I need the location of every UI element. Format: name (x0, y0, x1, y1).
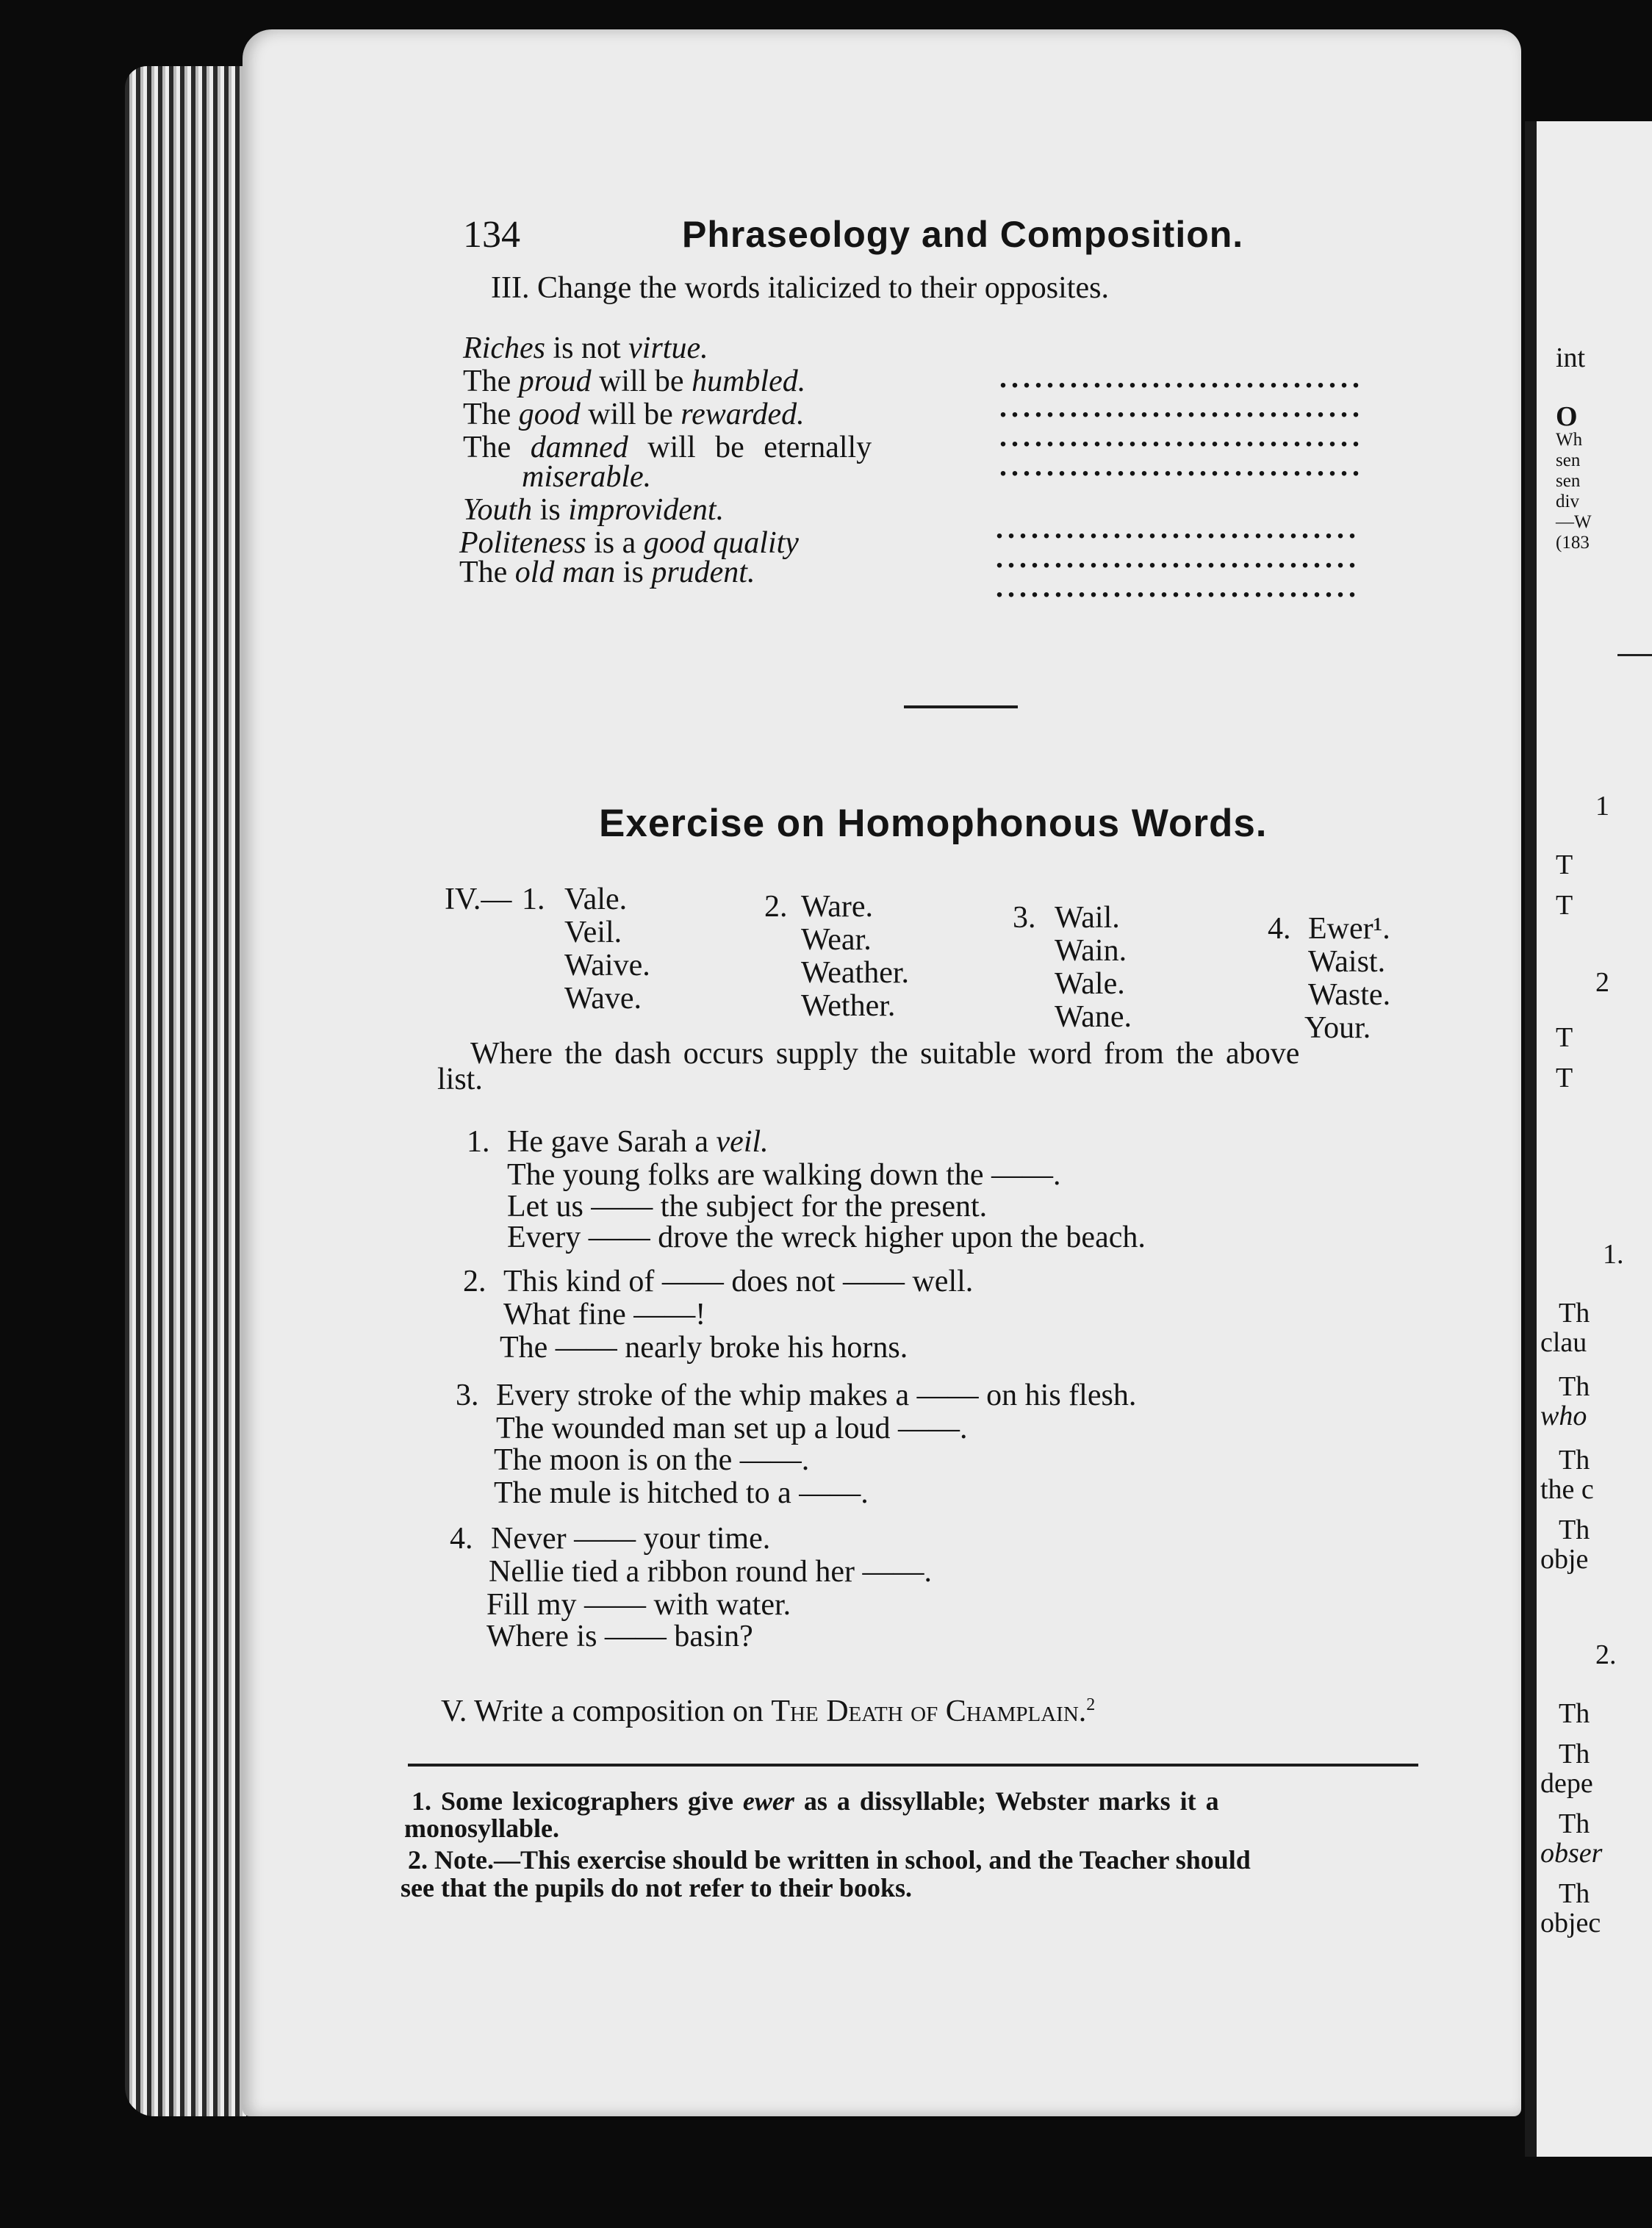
item-number: 4. (450, 1522, 473, 1556)
exercise-instruction-cont: list. (437, 1063, 483, 1096)
next-page-fragment: obje (1540, 1544, 1589, 1575)
next-page-fragment: Th (1559, 1698, 1590, 1729)
next-page-fragment: 2. (1595, 1639, 1617, 1670)
running-head: Phraseology and Composition. (682, 214, 1244, 255)
sentence-line: The old man is prudent. (459, 556, 755, 589)
next-page-fragment: —W (1556, 512, 1592, 532)
exercise-sentence: Nellie tied a ribbon round her ——. (489, 1555, 933, 1589)
group-number: 4. (1268, 912, 1291, 946)
sentence-line: miserable. (522, 460, 652, 494)
exercise-instruction: Where the dash occurs supply the suitable word from the above (470, 1037, 1300, 1071)
section-5-instruction (441, 1694, 1095, 1729)
next-page-fragment: int (1556, 342, 1586, 373)
footnote-rule (408, 1764, 1418, 1767)
exercise-sentence: This kind of —— does not —— well. (503, 1265, 974, 1298)
exercise-label: IV.— (445, 883, 512, 916)
item-number: 2. (463, 1265, 486, 1298)
next-page-fragment: T (1556, 849, 1573, 880)
composition-topic: The Death of Champlain. (771, 1695, 1087, 1728)
next-page-fragment: T (1556, 890, 1573, 921)
exercise-sentence: The —— nearly broke his horns. (500, 1331, 908, 1365)
sentence-line: The damned will be eternally (463, 431, 872, 464)
next-page-rule (1617, 654, 1652, 656)
exercise-sentence: Never —— your time. (491, 1522, 771, 1556)
exercise-sentence: Let us —— the subject for the present. (507, 1190, 988, 1223)
homophone-word: Waste. (1308, 978, 1391, 1012)
homophone-word: Wether. (801, 989, 896, 1023)
section-3-instruction: III. Change the words italicized to their opposites. (491, 271, 1109, 305)
footnote-1-cont: monosyllable. (404, 1814, 560, 1843)
exercise-sentence: He gave Sarah a veil. (507, 1125, 769, 1159)
answer-blank: ............................... (999, 390, 1364, 423)
group-number: 3. (1013, 901, 1036, 935)
next-page-fragment: Th (1559, 1878, 1590, 1909)
footnote-2-cont: see that the pupils do not refer to their books. (401, 1873, 913, 1902)
sentence-line: The proud will be humbled. (463, 364, 806, 398)
group-number: 2. (764, 890, 788, 924)
next-page-fragment: clau (1540, 1327, 1587, 1358)
sentence-line: Politeness is a good quality (459, 526, 799, 560)
next-page-fragment: (183 (1556, 533, 1590, 553)
homophone-word: Wear. (801, 923, 872, 957)
next-page-fragment: Th (1559, 1445, 1590, 1476)
homophone-word: Vale. (564, 883, 628, 916)
next-page-fragment: Th (1559, 1514, 1590, 1545)
next-page-fragment: Th (1559, 1739, 1590, 1769)
homophone-word: Veil. (564, 916, 622, 949)
exercise-sentence: The wounded man set up a loud ——. (496, 1412, 968, 1445)
footnote-ref: 2 (1086, 1695, 1096, 1714)
group-number: 1. (522, 883, 545, 916)
next-page-fragment: sen (1556, 471, 1581, 491)
exercise-sentence: The mule is hitched to a ——. (494, 1476, 869, 1510)
answer-blank: ............................... (996, 541, 1360, 574)
next-page-fragment: 1 (1595, 791, 1609, 822)
item-number: 3. (456, 1379, 479, 1412)
exercise-sentence: What fine ——! (503, 1298, 706, 1332)
exercise-sentence: Fill my —— with water. (486, 1588, 791, 1622)
answer-blank: ............................... (999, 449, 1364, 482)
answer-blank: ............................... (996, 511, 1360, 545)
exercise-sentence: The young folks are walking down the ——. (507, 1158, 1061, 1192)
book-page-edges (125, 66, 250, 2116)
next-page-fragment: Wh (1556, 430, 1583, 450)
next-page-fragment: obser (1540, 1838, 1603, 1869)
next-page-fragment: who (1540, 1401, 1587, 1431)
homophone-word: Wave. (564, 982, 642, 1016)
next-page-fragment: depe (1540, 1768, 1593, 1799)
section-divider (904, 705, 1018, 708)
homophone-word: Wale. (1055, 967, 1125, 1001)
next-page-fragment: T (1556, 1022, 1573, 1053)
homophone-word: Wain. (1055, 934, 1127, 968)
homophone-word: Waive. (564, 949, 650, 982)
exercise-sentence: Every stroke of the whip makes a —— on his flesh. (496, 1379, 1137, 1412)
next-page-fragment: the c (1540, 1474, 1594, 1505)
homophone-word: Waist. (1308, 945, 1386, 979)
exercise-sentence: The moon is on the ——. (494, 1443, 810, 1477)
footnote-2: 2. Note.—This exercise should be written in school, and the Teacher should (408, 1845, 1251, 1875)
section-5-prefix: V. Write a composition on (441, 1695, 764, 1728)
next-page-fragment: div (1556, 492, 1579, 511)
next-page-fragment: T (1556, 1063, 1573, 1093)
homophone-word: Your. (1304, 1011, 1371, 1045)
answer-blank: ............................... (999, 420, 1364, 453)
next-page-fragment: sen (1556, 450, 1581, 470)
next-page-fragment: 2 (1595, 967, 1609, 998)
answer-blank: ............................... (996, 570, 1360, 603)
exercise-title: Exercise on Homophonous Words. (599, 802, 1268, 845)
exercise-sentence: Every —— drove the wreck higher upon the beach. (507, 1221, 1146, 1254)
next-page-edge (1525, 121, 1652, 2157)
homophone-word: Ewer¹. (1308, 912, 1390, 946)
answer-blank: ............................... (999, 361, 1364, 394)
next-page-fragment: objec (1540, 1908, 1601, 1938)
homophone-word: Weather. (801, 956, 910, 990)
page-number: 134 (463, 214, 520, 256)
sentence-line: Youth is improvident. (463, 493, 725, 527)
next-page-fragment: O (1556, 401, 1578, 432)
next-page-fragment: Th (1559, 1808, 1590, 1839)
homophone-word: Wane. (1055, 1000, 1132, 1034)
homophone-word: Wail. (1055, 901, 1120, 935)
sentence-line: The good will be rewarded. (463, 398, 805, 431)
homophone-word: Ware. (801, 890, 874, 924)
next-page-fragment: Th (1559, 1371, 1590, 1402)
next-page-fragment: Th (1559, 1298, 1590, 1329)
next-page-fragment: 1. (1603, 1239, 1624, 1270)
footnote-1: 1. Some lexicographers give ewer as a dissyllable; Webster marks it a (412, 1786, 1219, 1816)
item-number: 1. (467, 1125, 490, 1159)
sentence-line: Riches is not virtue. (463, 331, 708, 365)
exercise-sentence: Where is —— basin? (486, 1620, 753, 1653)
